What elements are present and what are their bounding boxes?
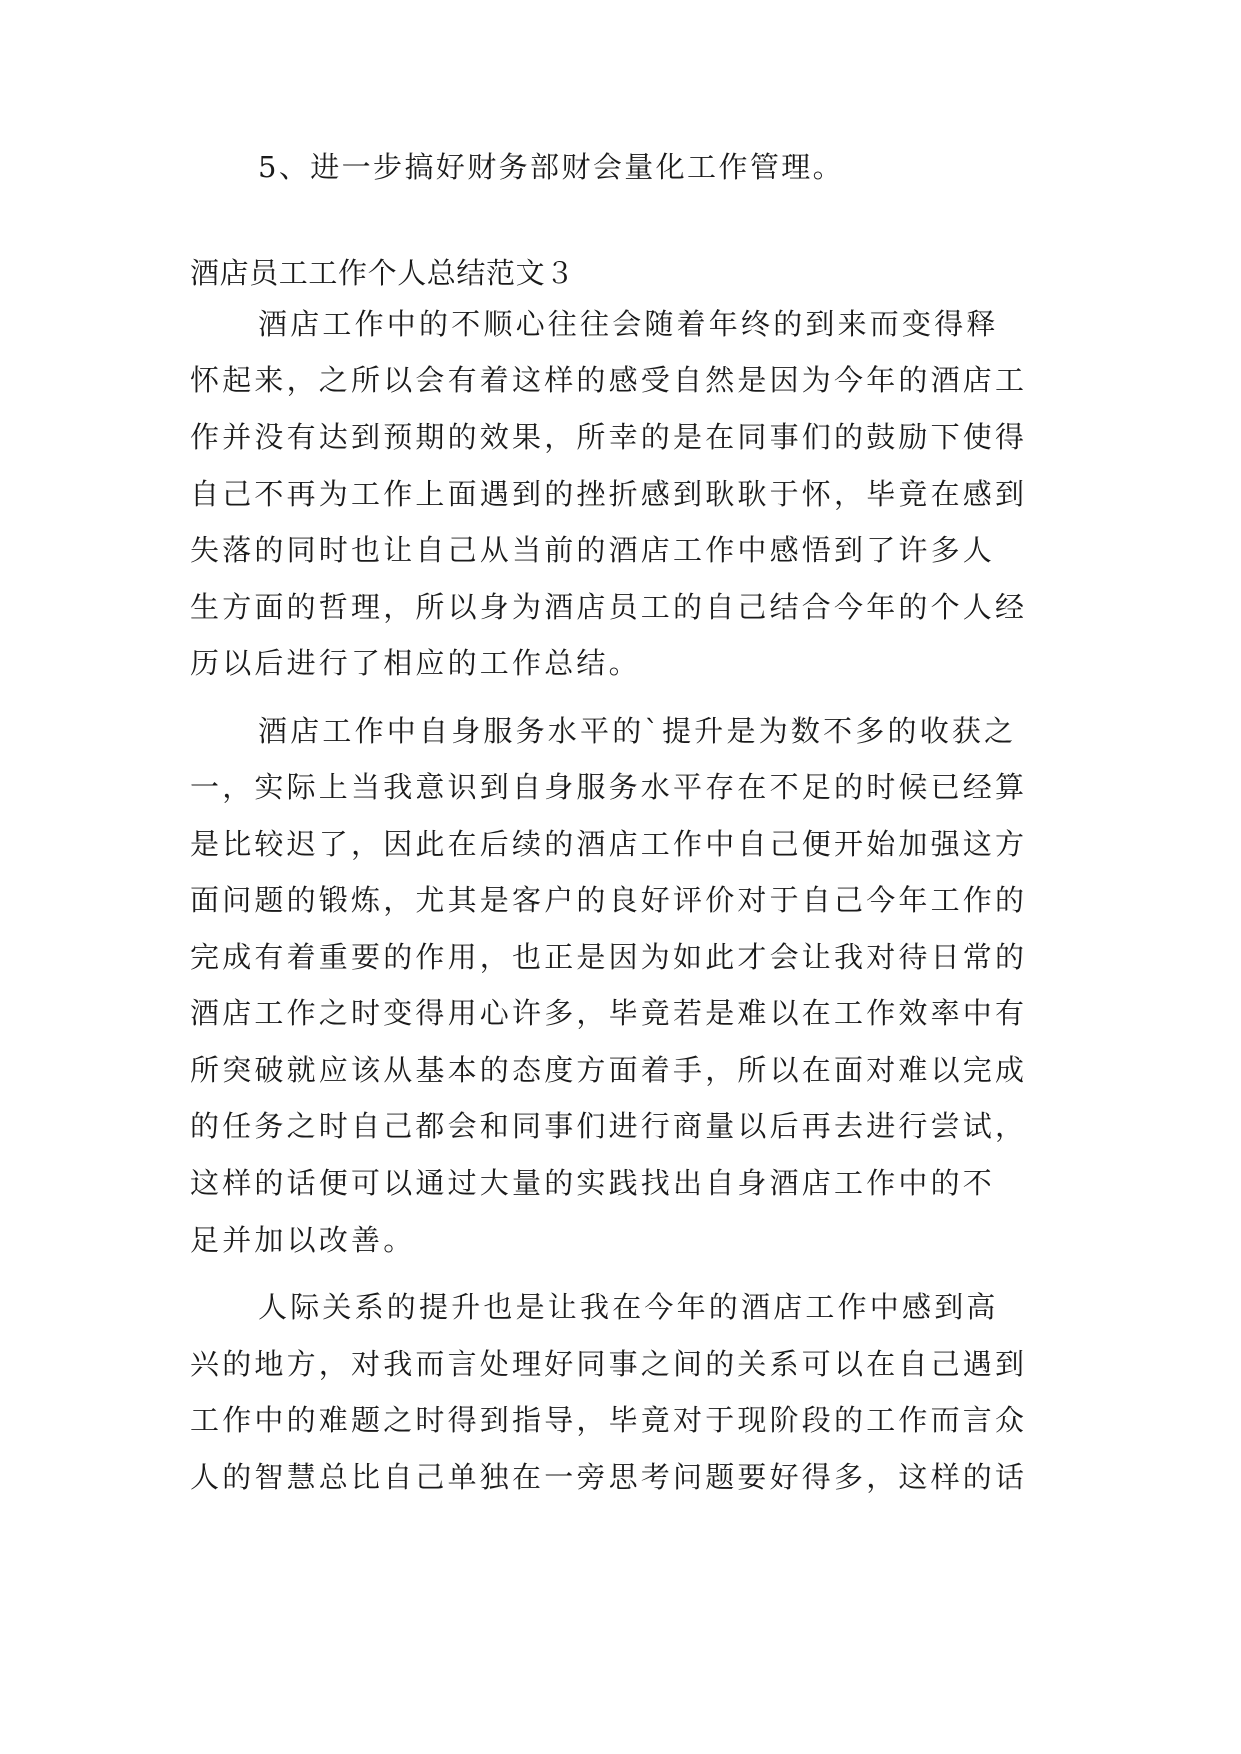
paragraph-line: 失落的同时也让自己从当前的酒店工作中感悟到了许多人 (190, 533, 996, 567)
paragraph-line: 这样的话便可以通过大量的实践找出自身酒店工作中的不 (190, 1166, 996, 1200)
paragraph-line: 历以后进行了相应的工作总结。 (190, 646, 641, 680)
paragraph-line: 是比较迟了，因此在后续的酒店工作中自己便开始加强这方 (190, 827, 1028, 861)
paragraph-line: 作并没有达到预期的效果，所幸的是在同事们的鼓励下使得 (190, 420, 1028, 454)
paragraph-line: 生方面的哲理，所以身为酒店员工的自己结合今年的个人经 (190, 590, 1028, 624)
paragraph-line: 一，实际上当我意识到自身服务水平存在不足的时候已经算 (190, 770, 1028, 804)
paragraph-line: 工作中的难题之时得到指导，毕竟对于现阶段的工作而言众 (190, 1403, 1028, 1437)
paragraph-line: 人的智慧总比自己单独在一旁思考问题要好得多，这样的话 (190, 1460, 1028, 1494)
paragraph-line: 完成有着重要的作用，也正是因为如此才会让我对待日常的 (190, 940, 1028, 974)
paragraph-line: 的任务之时自己都会和同事们进行商量以后再去进行尝试， (190, 1109, 1028, 1143)
list-item-5: 5、进一步搞好财务部财会量化工作管理。 (258, 150, 845, 184)
paragraph-line: 酒店工作中的不顺心往往会随着年终的到来而变得释 (258, 307, 999, 341)
paragraph-line: 酒店工作中自身服务水平的`提升是为数不多的收获之 (258, 714, 1017, 748)
paragraph-line: 足并加以改善。 (190, 1223, 416, 1257)
paragraph-line: 人际关系的提升也是让我在今年的酒店工作中感到高 (258, 1290, 999, 1324)
paragraph-line: 面问题的锻炼，尤其是客户的良好评价对于自己今年工作的 (190, 883, 1028, 917)
paragraph-line: 自己不再为工作上面遇到的挫折感到耿耿于怀，毕竟在感到 (190, 477, 1028, 511)
paragraph-line: 酒店工作之时变得用心许多，毕竟若是难以在工作效率中有 (190, 996, 1028, 1030)
paragraph-line: 所突破就应该从基本的态度方面着手，所以在面对难以完成 (190, 1053, 1028, 1087)
paragraph-line: 兴的地方，对我而言处理好同事之间的关系可以在自己遇到 (190, 1347, 1028, 1381)
paragraph-line: 怀起来，之所以会有着这样的感受自然是因为今年的酒店工 (190, 363, 1028, 397)
section-title: 酒店员工工作个人总结范文３ (190, 256, 575, 290)
